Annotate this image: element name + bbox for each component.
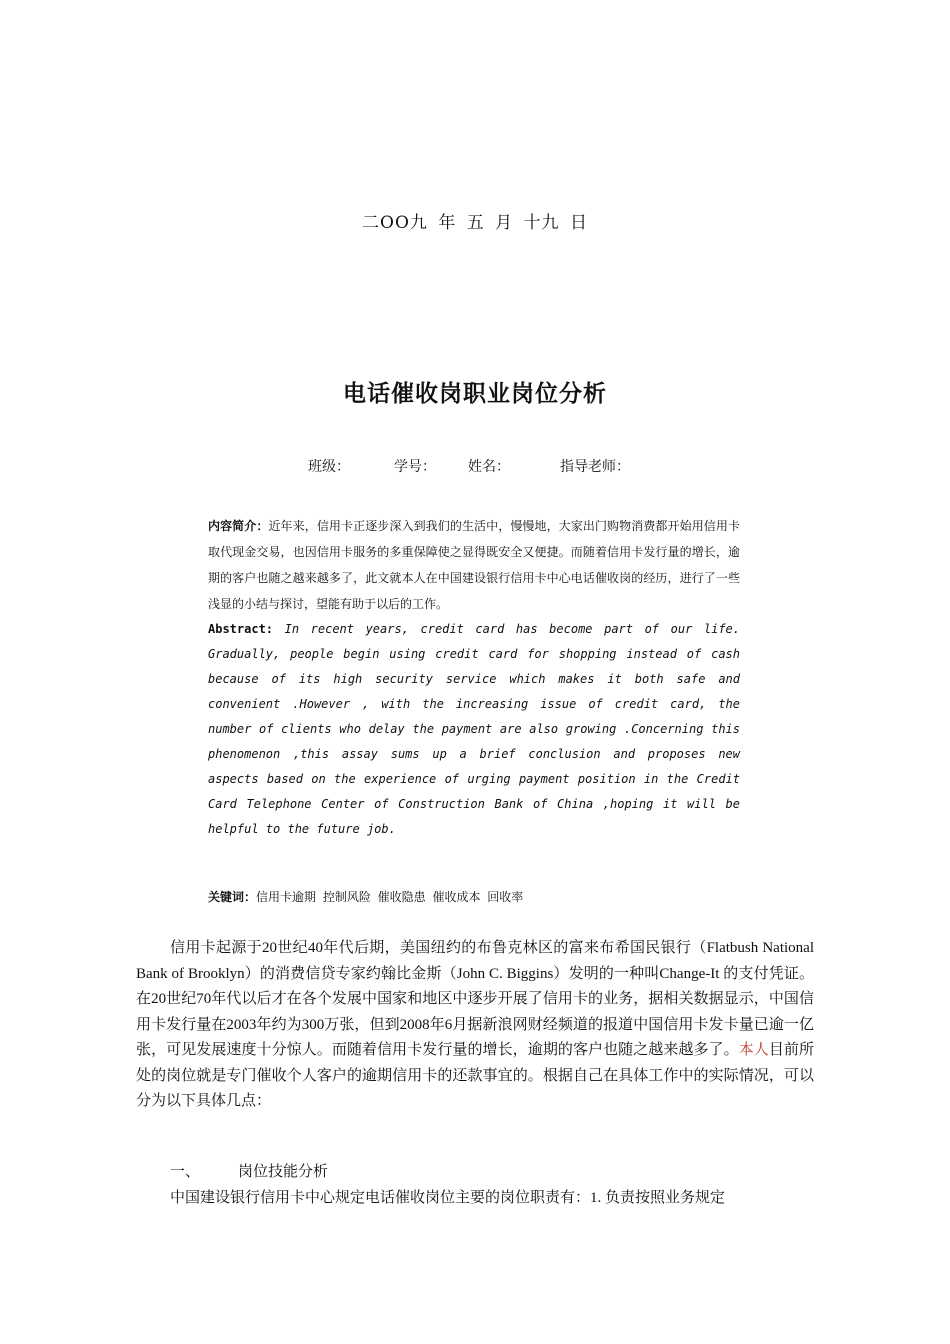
abstract-chinese	[208, 513, 740, 617]
document-date: 二OO九 年 五 月 十九 日	[362, 213, 588, 233]
abstract-section	[208, 513, 740, 842]
advisor-label: 指导老师：	[560, 459, 630, 475]
intro-paragraph	[136, 936, 814, 1115]
student-id-label: 学号：	[394, 459, 436, 475]
author-info-line	[308, 456, 708, 476]
document-title: 电话催收岗职业岗位分析	[343, 381, 607, 407]
highlighted-text: 本人	[738, 1042, 769, 1058]
section-number: 一、	[170, 1164, 201, 1180]
keywords-line	[208, 888, 740, 905]
abstract-chinese-text: 近年来，信用卡正逐步深入到我们的生活中，慢慢地，大家出门购物消费都开始用信用卡取代现金交易，也因信用卡服务的多重保障使之显得既安全又便捷。而随着信用卡发行量的增长，逾期的客户也随之越来越多了，此文就本人在中国建设银行信用卡中心电话催收岗的经历，进行了一些浅显的小结与探讨，望能有助于以后的工作。	[208, 519, 740, 611]
section-title: 岗位技能分析	[238, 1164, 329, 1180]
abstract-chinese-label: 内容简介：	[208, 519, 269, 533]
intro-text-part1: 信用卡起源于20世纪40年代后期，美国纽约的布鲁克林区的富来布希国民银行（Flatbush National Bank of Brooklyn）的消费信贷专家约翰比金斯（John C. Biggins）发明的一种叫Change-It 的支付凭证。在20世纪70年代以后才在各个发展中国家和地区中逐步开展了信用卡的业务，据相关数据显示，中国信用卡发行量在2003年约为300万张，但到2008年6月据新浪网财经频道的报道中国信用卡发卡量已逾一亿张，可见发展速度十分惊人。而随着信用卡发行量的增长，逾期的客户也随之越来越多了。	[136, 940, 814, 1058]
abstract-english-text: In recent years, credit card has become part of our life. Gradually, people begin using credit card for shopping instead of cash because of its high security service which makes it both safe and convenient .However , with the increasing issue of credit card, the number of clients who delay the payment are also growing .Concerning this phenomenon ,this assay sums up a brief conclusion and proposes new aspects based on the experience of urging payment position in the Credit Card Telephone Center of Construction Bank of China ,hoping it will be helpful to the future job.	[208, 622, 740, 836]
intro-text-part2: 目前所处的岗位就是专门催收个人客户的逾期信用卡的还款事宜的。根据自己在具体工作中的实际情况，可以分为以下具体几点：	[136, 1042, 814, 1109]
section-text: 中国建设银行信用卡中心规定电话催收岗位主要的岗位职责有：1. 负责按照业务规定	[170, 1190, 726, 1206]
body-paragraph	[136, 936, 814, 1115]
keywords-text: 信用卡逾期 控制风险 催收隐患 催收成本 回收率	[256, 890, 524, 904]
keywords-label: 关键词：	[208, 890, 257, 904]
abstract-english-label: Abstract:	[208, 622, 274, 636]
abstract-english	[208, 617, 740, 842]
class-label: 班级：	[308, 459, 350, 475]
name-label: 姓名：	[468, 459, 510, 475]
section-heading	[170, 1160, 810, 1181]
